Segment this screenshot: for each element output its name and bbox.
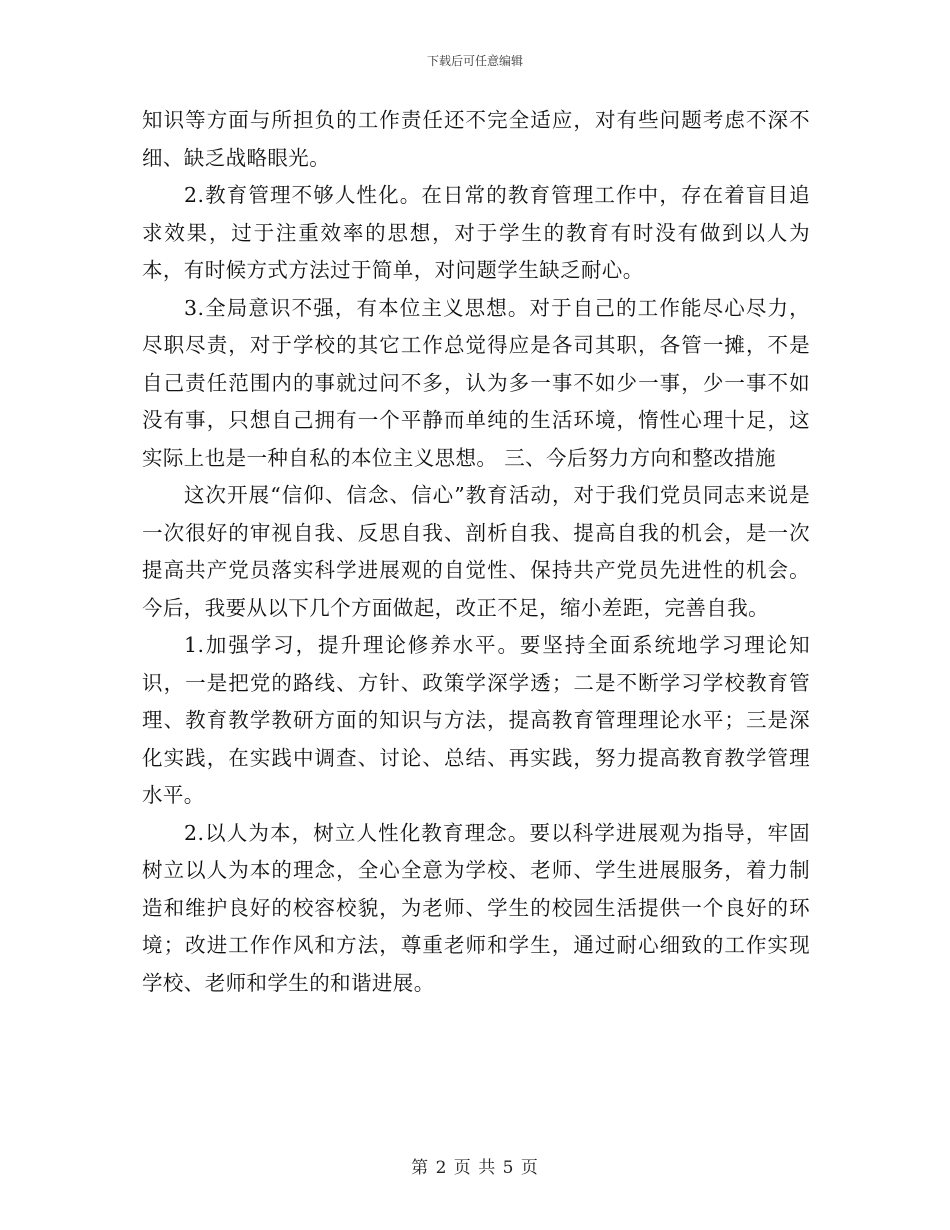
page-number-footer: 第 2 页 共 5 页 <box>411 1158 539 1178</box>
paragraph-3: 3.全局意识不强，有本位主义思想。对于自己的工作能尽心尽力，尽职尽责，对于学校的其它工作总觉得应是各司其职，各管一摊，不是自己责任范围内的事就过问不多，认为多一事不如少一事，少一事不如没有事，只想自己拥有一个平静而单纯的生活环境，惰性心理十足，这实际上也是一种自私的本位主义思想。 三、今后努力方向和整改措施 <box>142 295 810 470</box>
paragraph-4: 这次开展“信仰、信念、信心”教育活动，对于我们党员同志来说是一次很好的审视自我、反思自我、剖析自我、提高自我的机会，是一次提高共产党员落实科学进展观的自觉性、保持共产党员先进性的机会。今后，我要从以下几个方面做起，改正不足，缩小差距，完善自我。 <box>142 483 810 620</box>
paragraph-6: 2.以人为本，树立人性化教育理念。要以科学进展观为指导，牢固树立以人为本的理念，全心全意为学校、老师、学生进展服务，着力制造和维护良好的校容校貌，为老师、学生的校园生活提供一个良好的环境；改进工作作风和方法，尊重老师和学生，通过耐心细致的工作实现学校、老师和学生的和谐进展。 <box>142 820 810 995</box>
paragraph-1: 知识等方面与所担负的工作责任还不完全适应，对有些问题考虑不深不细、缺乏战略眼光。 <box>142 108 810 170</box>
header-note: 下载后可任意编辑 <box>426 54 523 68</box>
paragraph-5: 1.加强学习，提升理论修养水平。要坚持全面系统地学习理论知识，一是把党的路线、方针、政策学深学透；二是不断学习学校教育管理、教育教学教研方面的知识与方法，提高教育管理理论水平；三是深化实践，在实践中调查、讨论、总结、再实践，努力提高教育教学管理水平。 <box>142 633 810 807</box>
document-body <box>142 102 810 1002</box>
paragraph-2: 2.教育管理不够人性化。在日常的教育管理工作中，存在着盲目追求效果，过于注重效率的思想，对于学生的教育有时没有做到以人为本，有时候方式方法过于简单，对问题学生缺乏耐心。 <box>142 183 810 282</box>
